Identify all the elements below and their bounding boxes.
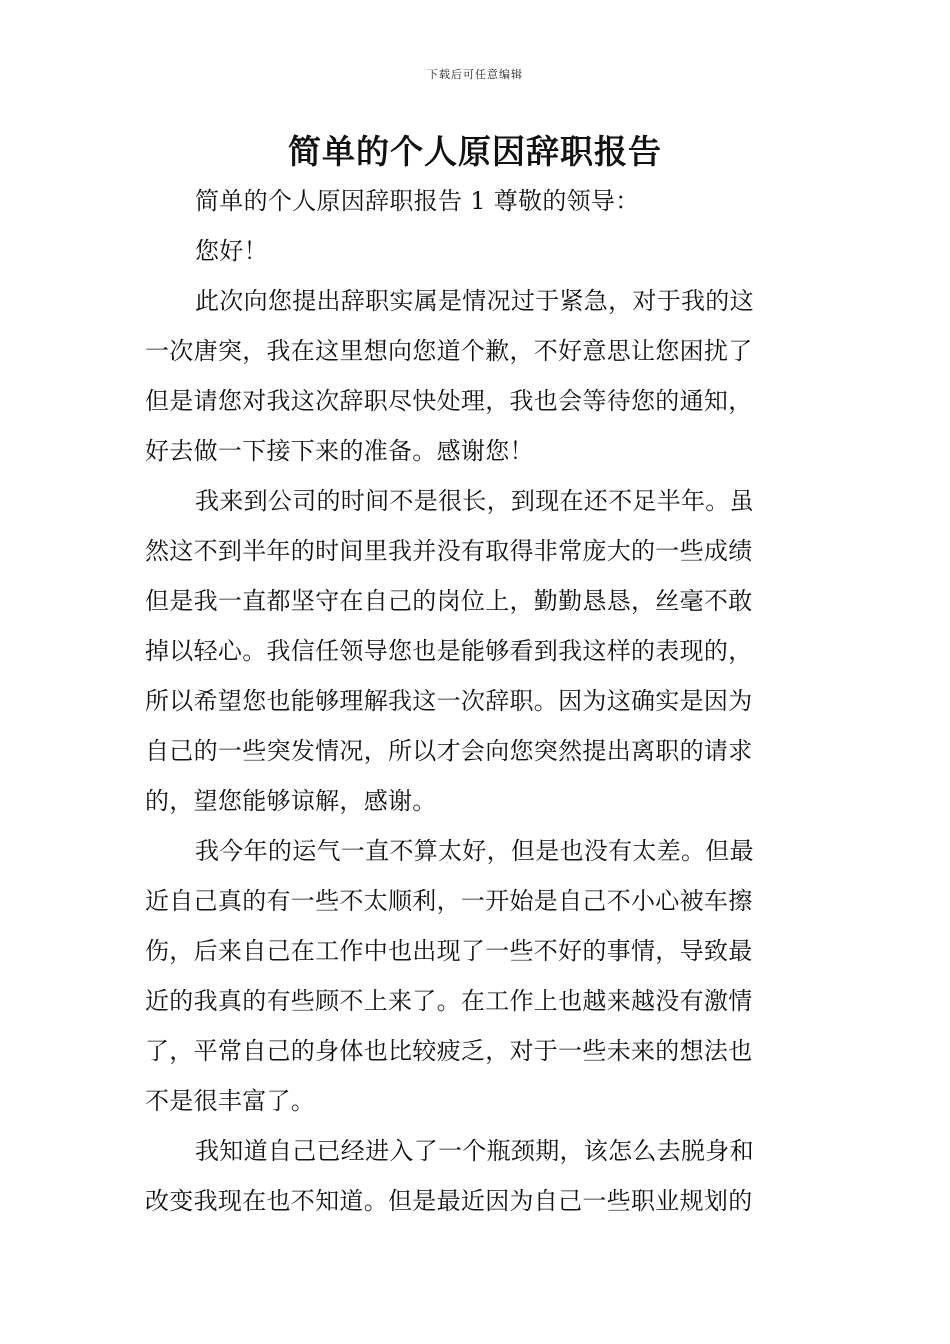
- paragraph-greeting: 您好！: [195, 237, 268, 265]
- paragraph-bottleneck: 我知道自己已经进入了一个瓶颈期，该怎么去脱身和 改变我现在也不知道。但是最近因为自己一些职业规划的: [145, 1137, 754, 1215]
- paragraph-apology: 此次向您提出辞职实属是情况过于紧急，对于我的这 一次唐突，我在这里想向您道个歉，不好意思让您困扰了 但是请您对我这次辞职尽快处理，我也会等待您的通知， 好去做一下接下来的准备。感谢您！: [145, 287, 754, 465]
- header-note: 下载后可任意编辑: [427, 68, 523, 81]
- paragraph-opening: 简单的个人原因辞职报告 1 尊敬的领导：: [195, 187, 640, 215]
- document-title: 简单的个人原因辞职报告: [288, 132, 662, 171]
- paragraph-tenure: 我来到公司的时间不是很长，到现在还不足半年。虽 然这不到半年的时间里我并没有取得非常庞大的一些成绩 但是我一直都坚守在自己的岗位上，勤勤恳恳，丝毫不敢 掉以轻心。我信任领导您也是能够看到我这样的表现的， 所以希望您也能够理解我这一次辞职。因为这确实是因为 自己的一些突发情况，所以才会向您突然提出离职的请求 的，望您能够谅解，感谢。: [145, 487, 754, 815]
- document-body: [145, 176, 810, 1226]
- paragraph-circumstances: 我今年的运气一直不算太好，但是也没有太差。但最 近自己真的有一些不太顺利，一开始是自己不小心被车擦 伤，后来自己在工作中也出现了一些不好的事情，导致最 近的我真的有些顾不上来了。在工作上也越来越没有激情 了，平常自己的身体也比较疲乏，对于一些未来的想法也 不是很丰富了。: [145, 837, 754, 1115]
